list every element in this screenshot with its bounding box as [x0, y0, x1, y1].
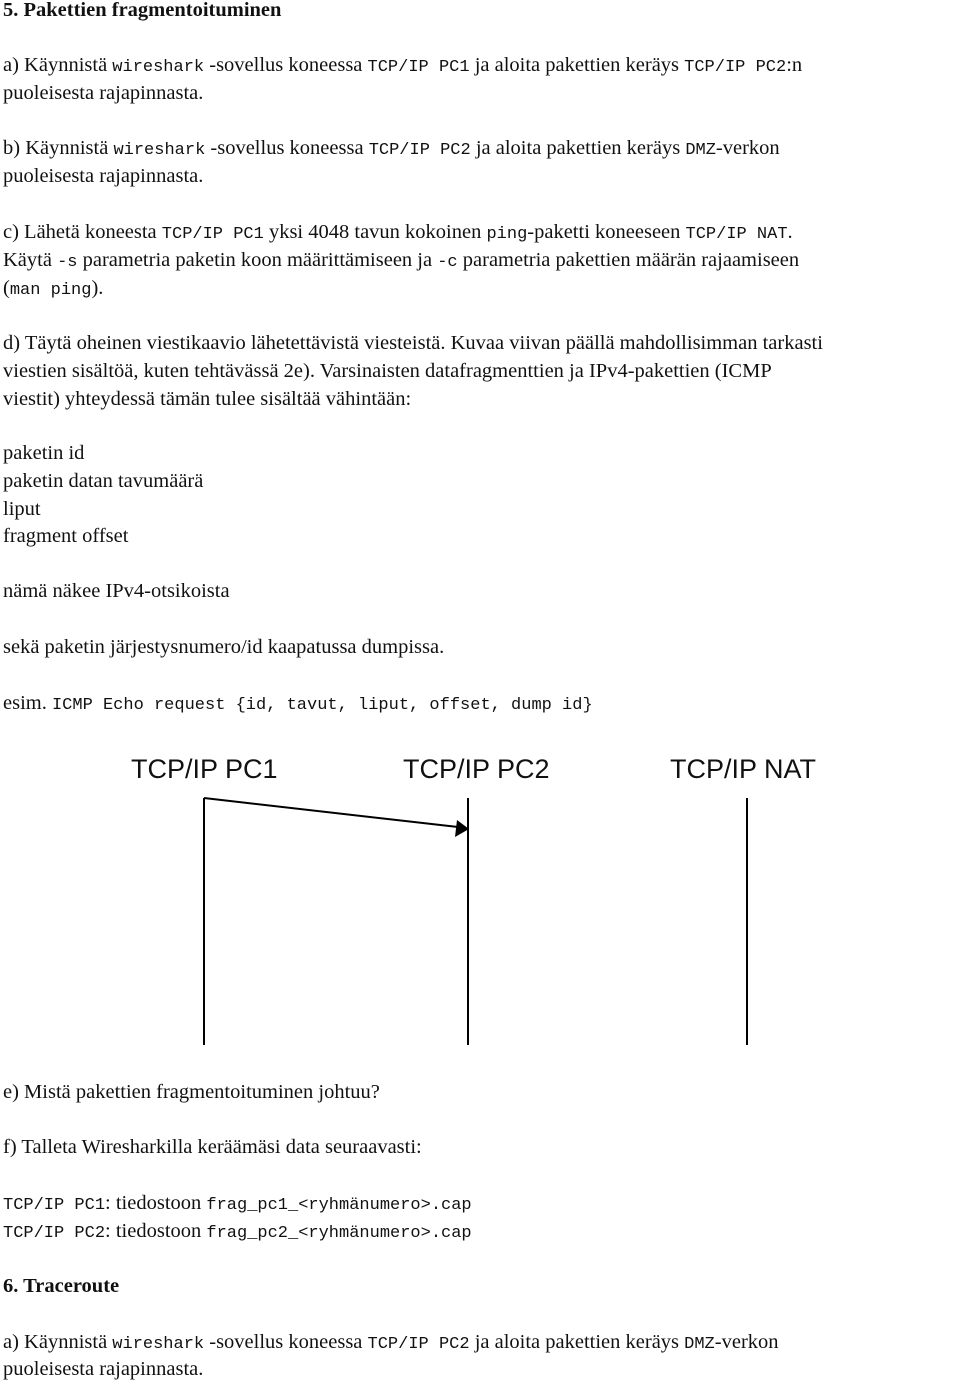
task-5c-line2: Käytä -s parametria paketin koon määrittämiseen ja -c parametria pakettien määrän rajaamiseen	[3, 249, 800, 272]
host-label-pc1: TCP/IP PC1	[131, 754, 278, 784]
task-6a-line2: puoleisesta rajapinnasta.	[3, 1358, 204, 1380]
section-6-heading: 6. Traceroute	[3, 1275, 120, 1297]
host-label-nat: TCP/IP NAT	[670, 754, 817, 784]
task-5a-line2: puoleisesta rajapinnasta.	[3, 82, 204, 104]
field-list-item: paketin datan tavumäärä	[3, 470, 204, 492]
task-5d-line2: viestien sisältöä, kuten tehtävässä 2e). Varsinaisten datafragmenttien ja IPv4-pakettien (ICMP	[3, 360, 772, 382]
task-6a-line1: a) Käynnistä wireshark -sovellus koneessa TCP/IP PC2 ja aloita pakettien keräys DMZ-verkon	[3, 1331, 779, 1354]
dump-note: sekä paketin järjestysnumero/id kaapatussa dumpissa.	[3, 636, 445, 658]
save-file-row: TCP/IP PC1: tiedostoon frag_pc1_<ryhmänumero>.cap	[3, 1192, 472, 1215]
task-5d-line3: viestit) yhteydessä tämän tulee sisältää vähintään:	[3, 388, 412, 410]
task-5e: e) Mistä pakettien fragmentoituminen johtuu?	[3, 1081, 380, 1103]
field-list-item: liput	[3, 498, 41, 520]
save-file-row: TCP/IP PC2: tiedostoon frag_pc2_<ryhmänumero>.cap	[3, 1220, 472, 1243]
ipv4-note: nämä näkee IPv4-otsikoista	[3, 580, 230, 602]
example-line: esim. ICMP Echo request {id, tavut, liput, offset, dump id}	[3, 692, 593, 715]
task-5f-intro: f) Talleta Wiresharkilla keräämäsi data seuraavasti:	[3, 1136, 422, 1158]
task-5b-line1: b) Käynnistä wireshark -sovellus koneessa TCP/IP PC2 ja aloita pakettien keräys DMZ-verkon	[3, 137, 780, 160]
section-5-heading: 5. Pakettien fragmentoituminen	[3, 0, 282, 21]
example-message-arrow	[204, 798, 458, 827]
task-5a-line1: a) Käynnistä wireshark -sovellus koneessa TCP/IP PC1 ja aloita pakettien keräys TCP/IP PC2:n	[3, 54, 803, 77]
task-5b-line2: puoleisesta rajapinnasta.	[3, 165, 204, 187]
host-label-pc2: TCP/IP PC2	[403, 754, 550, 784]
field-list-item: paketin id	[3, 442, 85, 464]
task-5c-line1: c) Lähetä koneesta TCP/IP PC1 yksi 4048 tavun kokoinen ping-paketti koneeseen TCP/IP NAT.	[3, 221, 793, 244]
field-list-item: fragment offset	[3, 525, 129, 547]
arrowhead-icon	[455, 820, 469, 837]
task-5d-line1: d) Täytä oheinen viestikaavio lähetettävistä viesteistä. Kuvaa viivan päällä mahdollisimman tarkasti	[3, 332, 823, 354]
task-5c-line3: (man ping).	[3, 277, 104, 300]
